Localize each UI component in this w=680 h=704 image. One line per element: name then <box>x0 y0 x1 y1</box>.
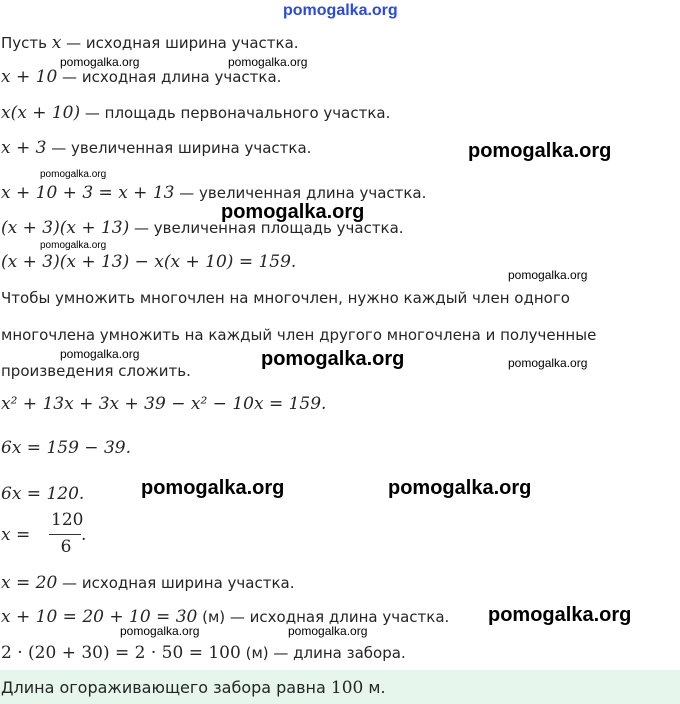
line-text: — исходная длина участка. <box>57 68 282 86</box>
math-expr: x + 10 + 3 = x + 13 <box>1 183 175 203</box>
math-expr: x(x + 10) <box>1 103 81 123</box>
line-fence-length <box>1 643 406 663</box>
watermark: pomogalka.org <box>508 356 588 370</box>
fraction-denominator: 6 <box>60 537 72 557</box>
line-length-def <box>1 67 281 87</box>
line-simplified <box>1 438 131 458</box>
line-text: — увеличенная площадь участка. <box>129 219 404 237</box>
watermark: pomogalka.org <box>288 624 368 638</box>
math-expr: x = 20 <box>1 573 58 593</box>
math-expr: 6x = 159 − 39. <box>1 438 131 458</box>
line-text: Пусть <box>1 34 52 52</box>
line-rule-3 <box>1 361 191 381</box>
watermark: pomogalka.org <box>60 347 140 361</box>
line-new-length <box>1 183 426 203</box>
line-text: — длина забора. <box>268 644 406 662</box>
math-expr: 2 · (20 + 30) = 2 · 50 = 100 <box>1 643 241 663</box>
math-expr: x <box>51 33 62 53</box>
answer-value: 100 <box>330 678 364 698</box>
line-equation <box>1 252 296 272</box>
watermark: pomogalka.org <box>221 201 365 223</box>
math-expr: (x + 3)(x + 13) − x(x + 10) = 159. <box>1 252 297 272</box>
watermark: pomogalka.org <box>508 268 588 282</box>
line-text: — площадь первоначального участка. <box>80 104 391 122</box>
answer-box <box>0 670 680 704</box>
watermark: pomogalka.org <box>120 624 200 638</box>
line-expanded <box>1 394 326 414</box>
answer-pre: Длина огораживающего забора равна <box>1 678 331 697</box>
line-text: — исходная длина участка. <box>225 608 450 626</box>
math-expr: (x + 3)(x + 13) <box>1 218 130 238</box>
watermark: pomogalka.org <box>40 240 107 251</box>
watermark: pomogalka.org <box>261 348 405 370</box>
math-expr: 6x = 120. <box>1 484 85 504</box>
line-6x <box>1 484 84 504</box>
watermark: pomogalka.org <box>228 55 308 69</box>
watermark: pomogalka.org <box>468 140 612 162</box>
watermark-top: pomogalka.org <box>283 2 398 19</box>
watermark: pomogalka.org <box>388 477 532 499</box>
line-rule-2 <box>1 325 596 345</box>
fraction-bar <box>49 534 81 535</box>
watermark: pomogalka.org <box>141 477 285 499</box>
line-area-def <box>1 103 390 123</box>
line-text: — увеличенная ширина участка. <box>46 139 312 157</box>
line-text: многочлена умножить на каждый член другого многочлена и полученные <box>1 326 597 344</box>
line-text: — исходная ширина участка. <box>57 574 295 592</box>
line-text: — увеличенная длина участка. <box>174 184 427 202</box>
math-expr: x + 3 <box>1 138 47 158</box>
line-text: — исходная ширина участка. <box>61 34 299 52</box>
line-x-result <box>1 573 294 593</box>
math-expr: x + 10 <box>1 67 58 87</box>
line-new-width <box>1 138 311 158</box>
watermark: pomogalka.org <box>488 604 632 626</box>
unit: (м) <box>240 644 269 662</box>
line-width-def <box>1 33 299 53</box>
fraction-tail: . <box>81 525 87 545</box>
answer-post: м. <box>363 678 386 697</box>
unit: (м) <box>197 608 226 626</box>
watermark: pomogalka.org <box>60 55 140 69</box>
line-length-result <box>1 607 449 627</box>
fraction-numerator: 120 <box>51 510 84 530</box>
line-text: произведения сложить. <box>1 362 191 380</box>
watermark: pomogalka.org <box>40 169 107 180</box>
fraction-lhs: x = <box>1 525 31 545</box>
math-expr: x² + 13x + 3x + 39 − x² − 10x = 159. <box>1 394 327 414</box>
answer-text <box>1 678 386 698</box>
math-expr: x + 10 = 20 + 10 = 30 <box>1 607 198 627</box>
line-text: Чтобы умножить многочлен на многочлен, нужно каждый член одного <box>1 289 570 307</box>
line-rule-1 <box>1 288 570 308</box>
